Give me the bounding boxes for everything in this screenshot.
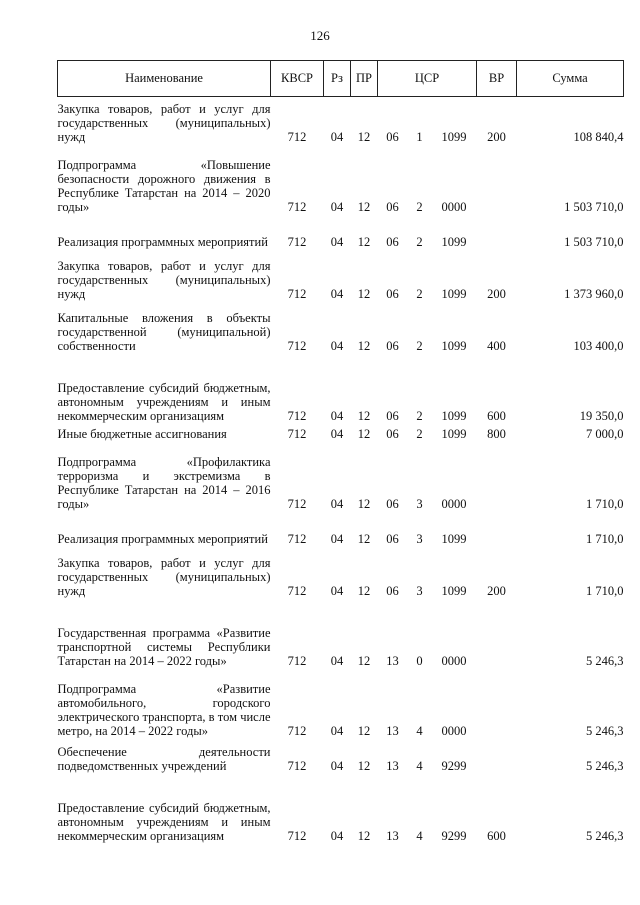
row-name: Иные бюджетные ассигнования xyxy=(57,426,227,441)
row-vr xyxy=(477,214,517,249)
header-sum: Сумма xyxy=(517,61,624,97)
row-csr-subprogram: 1 xyxy=(416,129,423,144)
row-csr-direction: 1099 xyxy=(441,234,467,249)
row-csr-program: 06 xyxy=(386,583,399,598)
row-csr-program: 06 xyxy=(386,129,399,144)
row-name: Закупка товаров, работ и услуг для государственных (муниципальных) нужд xyxy=(57,555,271,598)
row-rz: 04 xyxy=(330,338,344,353)
page-number: 126 xyxy=(310,28,330,43)
row-csr-subprogram: 4 xyxy=(416,828,423,843)
row-csr-subprogram: 0 xyxy=(416,653,423,668)
row-csr-subprogram: 2 xyxy=(416,199,423,214)
table-body xyxy=(58,97,624,843)
row-pr: 12 xyxy=(357,531,371,546)
header-vr: ВР xyxy=(477,61,517,97)
row-csr-subprogram: 3 xyxy=(416,496,423,511)
row-sum: 5 246,3 xyxy=(586,653,624,668)
row-kvsr: 712 xyxy=(287,338,307,353)
row-sum: 1 710,0 xyxy=(586,583,624,598)
row-vr xyxy=(477,511,517,546)
row-vr xyxy=(477,668,517,738)
row-csr-direction: 9299 xyxy=(441,758,467,773)
table-row xyxy=(58,423,624,441)
row-sum: 7 000,0 xyxy=(586,426,624,441)
row-rz: 04 xyxy=(330,828,344,843)
row-csr-direction: 0000 xyxy=(441,199,467,214)
row-pr: 12 xyxy=(357,408,371,423)
table-row xyxy=(58,97,624,144)
table-row xyxy=(58,511,624,546)
row-rz: 04 xyxy=(330,723,344,738)
row-vr: 600 xyxy=(487,828,506,843)
row-pr: 12 xyxy=(357,583,371,598)
row-pr: 12 xyxy=(357,338,371,353)
row-name: Закупка товаров, работ и услуг для государственных (муниципальных) нужд xyxy=(57,101,271,144)
row-sum: 1 503 710,0 xyxy=(564,199,624,214)
row-rz: 04 xyxy=(330,531,344,546)
row-kvsr: 712 xyxy=(287,496,307,511)
row-pr: 12 xyxy=(357,496,371,511)
row-csr-direction: 1099 xyxy=(441,286,467,301)
budget-table xyxy=(57,60,624,843)
row-csr-program: 13 xyxy=(386,828,399,843)
row-rz: 04 xyxy=(330,286,344,301)
row-vr: 200 xyxy=(487,583,506,598)
row-name: Обеспечение деятельности подведомственных учреждений xyxy=(57,744,271,773)
row-pr: 12 xyxy=(357,234,371,249)
row-vr: 400 xyxy=(487,338,506,353)
row-kvsr: 712 xyxy=(287,531,307,546)
table-header xyxy=(58,61,624,97)
table-row xyxy=(58,668,624,738)
row-csr-direction: 0000 xyxy=(441,723,467,738)
table-row xyxy=(58,598,624,668)
row-csr-program: 06 xyxy=(386,531,399,546)
row-sum: 1 710,0 xyxy=(586,531,624,546)
row-rz: 04 xyxy=(330,426,344,441)
row-name: Государственная программа «Развитие транспортной системы Республики Татарстан на 2014 – 2022 годы» xyxy=(57,625,271,668)
row-kvsr: 712 xyxy=(287,426,307,441)
row-name: Реализация программных мероприятий xyxy=(57,234,268,249)
table-row xyxy=(58,214,624,249)
row-csr-program: 13 xyxy=(386,653,399,668)
row-csr-direction: 0000 xyxy=(441,653,467,668)
row-csr-subprogram: 2 xyxy=(416,234,423,249)
row-rz: 04 xyxy=(330,408,344,423)
header-rz: Рз xyxy=(324,61,351,97)
row-pr: 12 xyxy=(357,129,371,144)
row-pr: 12 xyxy=(357,723,371,738)
row-csr-program: 06 xyxy=(386,338,399,353)
row-csr-program: 13 xyxy=(386,758,399,773)
row-csr-direction: 1099 xyxy=(441,338,467,353)
table-row xyxy=(58,249,624,301)
row-csr-subprogram: 2 xyxy=(416,286,423,301)
row-name: Предоставление субсидий бюджетным, автономным учреждениям и иным некоммерческим организациям xyxy=(57,380,271,423)
row-pr: 12 xyxy=(357,426,371,441)
row-vr xyxy=(477,144,517,214)
row-csr-program: 06 xyxy=(386,199,399,214)
row-sum: 19 350,0 xyxy=(579,408,624,423)
table-row xyxy=(58,301,624,353)
row-vr xyxy=(477,441,517,511)
row-csr-program: 06 xyxy=(386,408,399,423)
row-name: Закупка товаров, работ и услуг для государственных (муниципальных) нужд xyxy=(57,258,271,301)
row-sum: 1 373 960,0 xyxy=(564,286,624,301)
row-rz: 04 xyxy=(330,129,344,144)
row-name: Предоставление субсидий бюджетным, автономным учреждениям и иным некоммерческим организациям xyxy=(57,800,271,843)
row-pr: 12 xyxy=(357,286,371,301)
row-csr-direction: 0000 xyxy=(441,496,467,511)
row-csr-direction: 1099 xyxy=(441,129,467,144)
row-vr xyxy=(477,738,517,773)
row-csr-subprogram: 2 xyxy=(416,408,423,423)
row-sum: 5 246,3 xyxy=(586,758,624,773)
row-rz: 04 xyxy=(330,583,344,598)
row-sum: 5 246,3 xyxy=(586,828,624,843)
row-kvsr: 712 xyxy=(287,758,307,773)
table-row xyxy=(58,353,624,423)
row-rz: 04 xyxy=(330,496,344,511)
header-csr: ЦСР xyxy=(378,61,477,97)
row-kvsr: 712 xyxy=(287,583,307,598)
row-vr: 600 xyxy=(487,408,506,423)
row-kvsr: 712 xyxy=(287,199,307,214)
row-pr: 12 xyxy=(357,828,371,843)
row-csr-subprogram: 2 xyxy=(416,338,423,353)
row-csr-direction: 1099 xyxy=(441,583,467,598)
header-name: Наименование xyxy=(58,61,271,97)
row-sum: 1 710,0 xyxy=(586,496,624,511)
row-rz: 04 xyxy=(330,653,344,668)
table-row xyxy=(58,144,624,214)
table-row xyxy=(58,738,624,773)
row-csr-program: 06 xyxy=(386,496,399,511)
row-sum: 1 503 710,0 xyxy=(564,234,624,249)
row-csr-subprogram: 4 xyxy=(416,723,423,738)
row-csr-program: 06 xyxy=(386,234,399,249)
row-pr: 12 xyxy=(357,758,371,773)
row-csr-direction: 9299 xyxy=(441,828,467,843)
row-csr-subprogram: 2 xyxy=(416,426,423,441)
row-csr-subprogram: 3 xyxy=(416,531,423,546)
row-rz: 04 xyxy=(330,199,344,214)
row-rz: 04 xyxy=(330,234,344,249)
row-kvsr: 712 xyxy=(287,129,307,144)
row-sum: 5 246,3 xyxy=(586,723,624,738)
row-vr: 200 xyxy=(487,286,506,301)
header-kvsr: КВСР xyxy=(271,61,324,97)
table-row xyxy=(58,773,624,843)
row-csr-subprogram: 4 xyxy=(416,758,423,773)
header-pr: ПР xyxy=(351,61,378,97)
row-csr-program: 13 xyxy=(386,723,399,738)
row-name: Подпрограмма «Профилактика терроризма и экстремизма в Республике Татарстан на 2014 – 2016 годы» xyxy=(57,454,271,511)
row-kvsr: 712 xyxy=(287,723,307,738)
row-name: Капитальные вложения в объекты государственной (муниципальной) собственности xyxy=(57,310,271,353)
row-vr xyxy=(477,598,517,668)
row-name: Подпрограмма «Повышение безопасности дорожного движения в Республике Татарстан на 2014 – 2020 годы» xyxy=(57,157,271,214)
row-csr-direction: 1099 xyxy=(441,426,467,441)
row-csr-direction: 1099 xyxy=(441,531,467,546)
row-vr: 200 xyxy=(487,129,506,144)
row-kvsr: 712 xyxy=(287,234,307,249)
row-sum: 108 840,4 xyxy=(573,129,624,144)
table-row xyxy=(58,546,624,598)
row-csr-program: 06 xyxy=(386,286,399,301)
row-csr-direction: 1099 xyxy=(441,408,467,423)
row-kvsr: 712 xyxy=(287,408,307,423)
row-csr-program: 06 xyxy=(386,426,399,441)
table-row xyxy=(58,441,624,511)
row-csr-subprogram: 3 xyxy=(416,583,423,598)
row-name: Реализация программных мероприятий xyxy=(57,531,268,546)
row-kvsr: 712 xyxy=(287,828,307,843)
row-name: Подпрограмма «Развитие автомобильного, городского электрического транспорта, в том числе метро, на 2014 – 2022 годы» xyxy=(57,681,271,738)
row-kvsr: 712 xyxy=(287,286,307,301)
row-sum: 103 400,0 xyxy=(573,338,624,353)
row-kvsr: 712 xyxy=(287,653,307,668)
row-vr: 800 xyxy=(487,426,506,441)
row-pr: 12 xyxy=(357,199,371,214)
row-rz: 04 xyxy=(330,758,344,773)
row-pr: 12 xyxy=(357,653,371,668)
